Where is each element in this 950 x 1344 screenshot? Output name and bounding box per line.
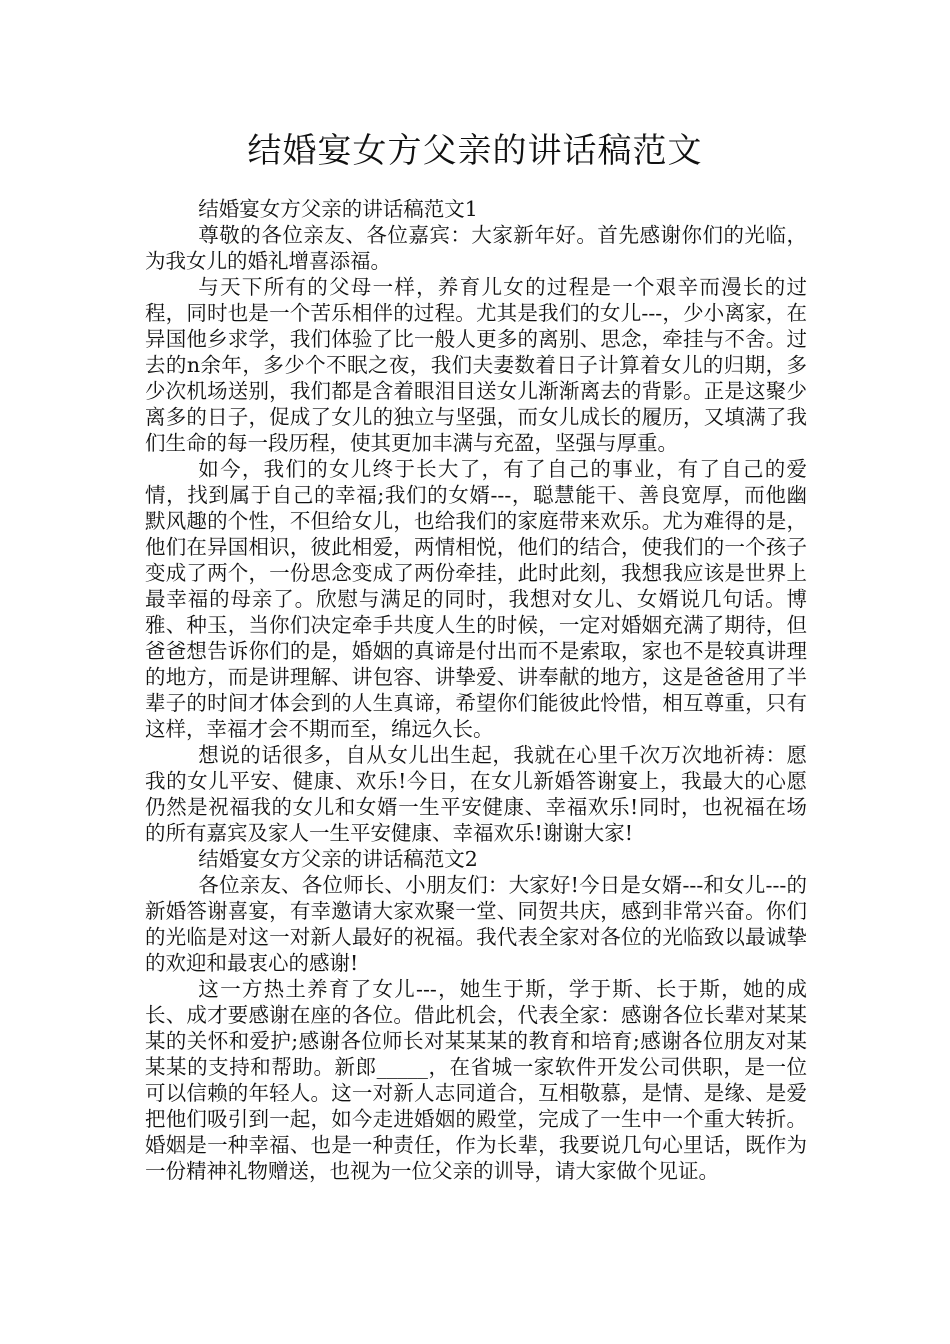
paragraph: 各位亲友、各位师长、小朋友们：大家好!今日是女婿---和女儿---的新婚答谢喜宴，有幸邀请大家欢聚一堂、同贺共庆，感到非常兴奋。你们的光临是对这一对新人最好的祝福。我代表全家对各位的光临致以最诚挚的欢迎和最衷心的感谢! bbox=[145, 873, 807, 975]
paragraph: 这一方热土养育了女儿---，她生于斯，学于斯、长于斯，她的成长、成才要感谢在座的各位。借此机会，代表全家：感谢各位长辈对某某某的关怀和爱护;感谢各位师长对某某某的教育和培育;感谢各位朋友对某某某的支持和帮助。新郎_____，在省城一家软件开发公司供职，是一位可以信赖的年轻人。这一对新人志同道合，互相敬慕，是情、是缘、是爱把他们吸引到一起，如今走进婚姻的殿堂，完成了一生中一个重大转折。婚姻是一种幸福、也是一种责任，作为长辈，我要说几句心里话，既作为一份精神礼物赠送，也视为一位父亲的训导，请大家做个见证。 bbox=[145, 977, 807, 1183]
paragraph: 如今，我们的女儿终于长大了，有了自己的事业，有了自己的爱情，找到属于自己的幸福;我们的女婿---，聪慧能干、善良宽厚，而他幽默风趣的个性，不但给女儿，也给我们的家庭带来欢乐。尤为难得的是，他们在异国相识，彼此相爱，两情相悦，他们的结合，使我们的一个孩子变成了两个，一份思念变成了两份牵挂，此时此刻，我想我应该是世界上最幸福的母亲了。欣慰与满足的同时，我想对女儿、女婿说几句话。博雅、种玉，当你们决定牵手共度人生的时候，一定对婚姻充满了期待，但爸爸想告诉你们的是，婚姻的真谛是付出而不是索取，家也不是较真讲理的地方，而是讲理解、讲包容、讲挚爱、讲奉献的地方，这是爸爸用了半辈子的时间才体会到的人生真谛，希望你们能彼此怜惜，相互尊重，只有这样，幸福才会不期而至，绵远久长。 bbox=[145, 457, 807, 741]
section-heading-2: 结婚宴女方父亲的讲话稿范文2 bbox=[198, 847, 478, 871]
document-body bbox=[145, 196, 807, 1184]
section-heading-1: 结婚宴女方父亲的讲话稿范文1 bbox=[198, 197, 478, 221]
paragraph: 与天下所有的父母一样，养育儿女的过程是一个艰辛而漫长的过程，同时也是一个苦乐相伴的过程。尤其是我们的女儿---，少小离家，在异国他乡求学，我们体验了比一般人更多的离别、思念，牵挂与不舍。过去的n余年，多少个不眠之夜，我们夫妻数着日子计算着女儿的归期，多少次机场送别，我们都是含着眼泪目送女儿渐渐离去的背影。正是这聚少离多的日子，促成了女儿的独立与坚强，而女儿成长的履历，又填满了我们生命的每一段历程，使其更加丰满与充盈，坚强与厚重。 bbox=[145, 275, 807, 455]
document-title: 结婚宴女方父亲的讲话稿范文 bbox=[247, 131, 703, 171]
paragraph: 想说的话很多，自从女儿出生起，我就在心里千次万次地祈祷：愿我的女儿平安、健康、欢乐!今日，在女儿新婚答谢宴上，我最大的心愿仍然是祝福我的女儿和女婿一生平安健康、幸福欢乐!同时，也祝福在场的所有嘉宾及家人一生平安健康、幸福欢乐!谢谢大家! bbox=[145, 743, 807, 845]
paragraph: 尊敬的各位亲友、各位嘉宾：大家新年好。首先感谢你们的光临，为我女儿的婚礼增喜添福。 bbox=[145, 223, 807, 273]
